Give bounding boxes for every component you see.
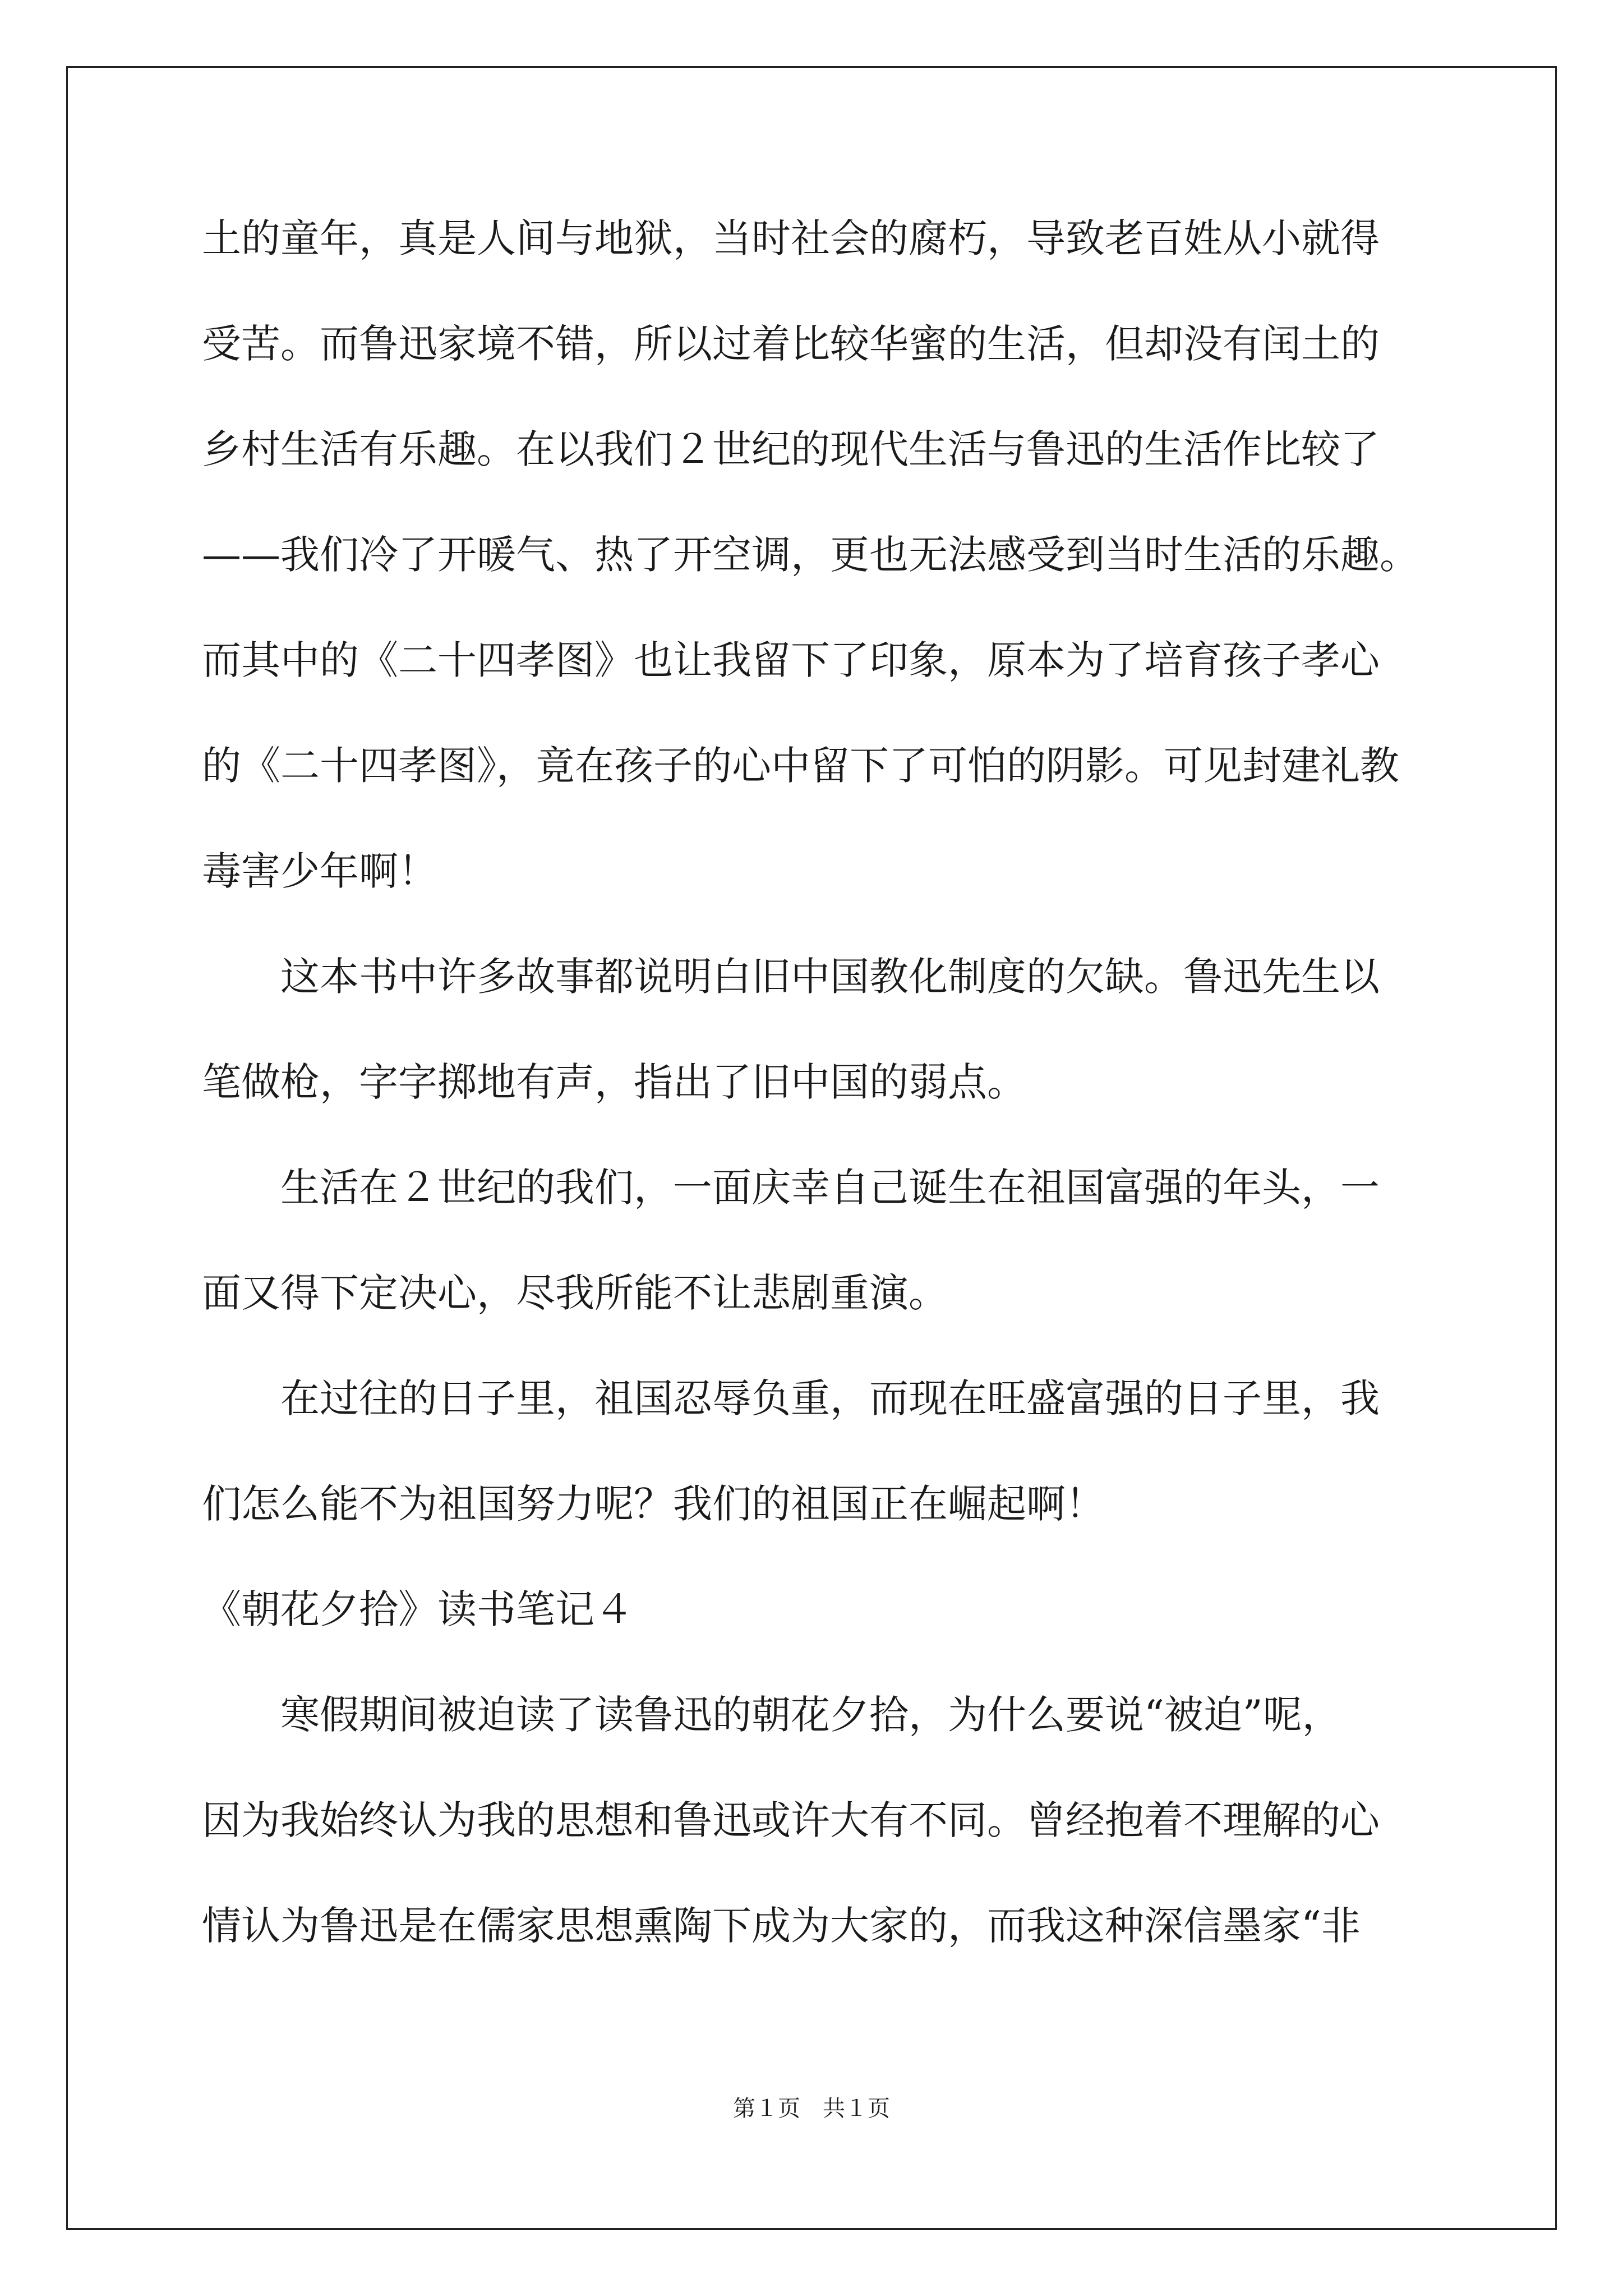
paragraph-line: 笔做枪，字字掷地有声，指出了旧中国的弱点。 [202,1059,1026,1105]
paragraph-line: 毒害少年啊！ [202,848,437,894]
section-heading: 《朝花夕拾》读书笔记４ [202,1586,634,1632]
paragraph-line: 因为我始终认为我的思想和鲁迅或许大有不同。曾经抱着不理解的心 [202,1797,1380,1843]
page-number-footer: 第１页 共１页 [733,2096,890,2122]
paragraph-line: 的《二十四孝图》，竟在孩子的心中留下了可怕的阴影。可见封建礼教 [202,743,1399,789]
paragraph-line: 生活在２世纪的我们，一面庆幸自己诞生在祖国富强的年头，一 [202,1165,1380,1211]
paragraph-line: ——我们冷了开暖气、热了开空调，更也无法感受到当时生活的乐趣。 [202,532,1419,578]
paragraph-line: 情认为鲁迅是在儒家思想熏陶下成为大家的，而我这种深信墨家“非 [202,1903,1361,1949]
paragraph-line: 寒假期间被迫读了读鲁迅的朝花夕拾，为什么要说“被迫”呢， [202,1692,1341,1738]
paragraph-line: 这本书中许多故事都说明白旧中国教化制度的欠缺。鲁迅先生以 [202,954,1380,1000]
paragraph-line: 们怎么能不为祖国努力呢？我们的祖国正在崛起啊！ [202,1481,1105,1527]
paragraph-line: 面又得下定决心，尽我所能不让悲剧重演。 [202,1270,948,1316]
paragraph-line: 而其中的《二十四孝图》也让我留下了印象，原本为了培育孩子孝心 [202,637,1380,683]
paragraph-line: 乡村生活有乐趣。在以我们２世纪的现代生活与鲁迅的生活作比较了 [202,426,1380,472]
paragraph-line: 土的童年，真是人间与地狱，当时社会的腐朽，导致老百姓从小就得 [202,215,1380,261]
paragraph-line: 受苦。而鲁迅家境不错，所以过着比较华蜜的生活，但却没有闰土的 [202,321,1380,367]
paragraph-line: 在过往的日子里，祖国忍辱负重，而现在旺盛富强的日子里，我 [202,1375,1380,1421]
